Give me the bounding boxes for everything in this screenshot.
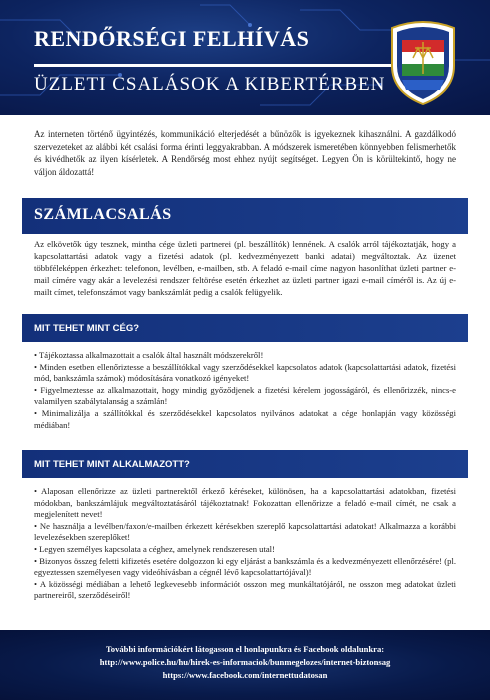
list-item: • Tájékoztassa alkalmazottait a csalók által használt módszerekről! [34,350,456,362]
police-badge-icon [388,18,458,106]
list-item: • Ne használja a levélben/faxon/e-mailben érkezett kérésekben szereplő kapcsolattartási adatokat! Alkalmazza a korábbi levelezésekben szereplőket! [34,521,456,544]
list-item: • Figyelmeztesse az alkalmazottait, hogy mindig győződjenek a fizetési kérelem jogosságáról, és ellenőrizzék, nincs-e valamilyen szabálytalanság a számlán! [34,385,456,408]
header-banner [0,0,490,115]
list-item: • A közösségi médiában a lehető legkevesebb információt osszon meg munkáltatójáról, ne osszon meg adatokat üzleti partnereiről, szerződéseiről! [34,579,456,602]
section-header-szamlacsalas [22,198,468,234]
footer-website-link[interactable]: http://www.police.hu/hu/hirek-es-informaciok/bunmegelozes/internet-biztonsag [99,657,391,667]
list-item: • Minden esetben ellenőriztesse a beszállítókkal vagy szerződésekkel kapcsolatos adatok (kapcsolattartási adatok, fizetési mód, bankszámla számok) módosítására vonatkozó igényeket! [34,362,456,385]
footer-info-text: További információkért látogasson el honlapunkra és Facebook oldalunkra: [105,644,385,654]
page-subtitle: ÜZLETI CSALÁSOK A KIBERTÉRBEN [34,74,386,95]
list-item: • Alaposan ellenőrizze az üzleti partnerektől érkező kéréseket, különösen, ha a kapcsolattartási adatokban, fizetési módokban, bankszámlájuk megváltoztatásáról tájékoztatnak! Fokozattan ellenőrizze a feladó e-mail címét, ne csak a megjelenített nevet! [34,486,456,521]
footer-facebook-link[interactable]: https://www.facebook.com/internettudatosan [162,670,328,680]
section-title: MIT TEHET MINT CÉG? [34,323,140,334]
section-text-szamlacsalas: Az elkövetők úgy tesznek, mintha cége üzleti partnerei (pl. beszállítók) lennének. A csalók arról tájékoztatják, hogy a kapcsolattartási adatok vagy a fizetési adatok (pl. kedvezményezett banki adatai) megváltoztak. Az üzenet többféleképpen érkezhet: telefonon, levélben, e-mailben, stb. A feladó e-mail címe nagyon hasonlíthat üzleti partner e-mail címére vagy akár a levelezési rendszer feltörése esetén érkezhet az üzleti partner igazi e-mail címéről is. Az új e-mailt címet, telefonszámot vagy bankszámlát pedig a csalók felügyelik. [34,239,456,297]
list-ceg [34,350,456,431]
footer [0,630,490,700]
section-title: MIT TEHET MINT ALKALMAZOTT? [34,459,190,470]
section-header-ceg [22,314,468,342]
section-header-alkalmazott [22,450,468,478]
list-item: • Minimalizálja a szállítókkal és szerződésekkel kapcsolatos nyilvános adatokat a cége honlapján vagy közösségi médiában! [34,408,456,431]
list-item: • Bizonyos összeg feletti kifizetés esetére dolgozzon ki egy eljárást a bankszámla és a kedvezményezett ellenőrzésére! (pl. egyeztessen személyesen vagy videóhívásban a cégnél lévő kapcsolattartójával)! [34,556,456,579]
list-alkalmazott [34,486,456,602]
title-divider [34,64,394,67]
page-title: RENDŐRSÉGI FELHÍVÁS [34,26,310,51]
list-item: • Legyen személyes kapcsolata a céghez, amelynek rendszeresen utal! [34,544,456,556]
intro-paragraph: Az interneten történő ügyintézés, kommunikáció elterjedését a bűnözők is igyekeznek kihasználni. A gazdálkodó szervezeteket az alábbi két csalási forma érinti leggyakrabban. A módszerek ismeretében könnyebben felismerhetők és kivédhetők az ilyen kísérletek. A Rendőrség most ehhez nyújt segítséget. Legyen Ön is körültekintő, hogy ne váljon áldozattá! [34,129,456,177]
section-title: SZÁMLACSALÁS [34,206,172,223]
